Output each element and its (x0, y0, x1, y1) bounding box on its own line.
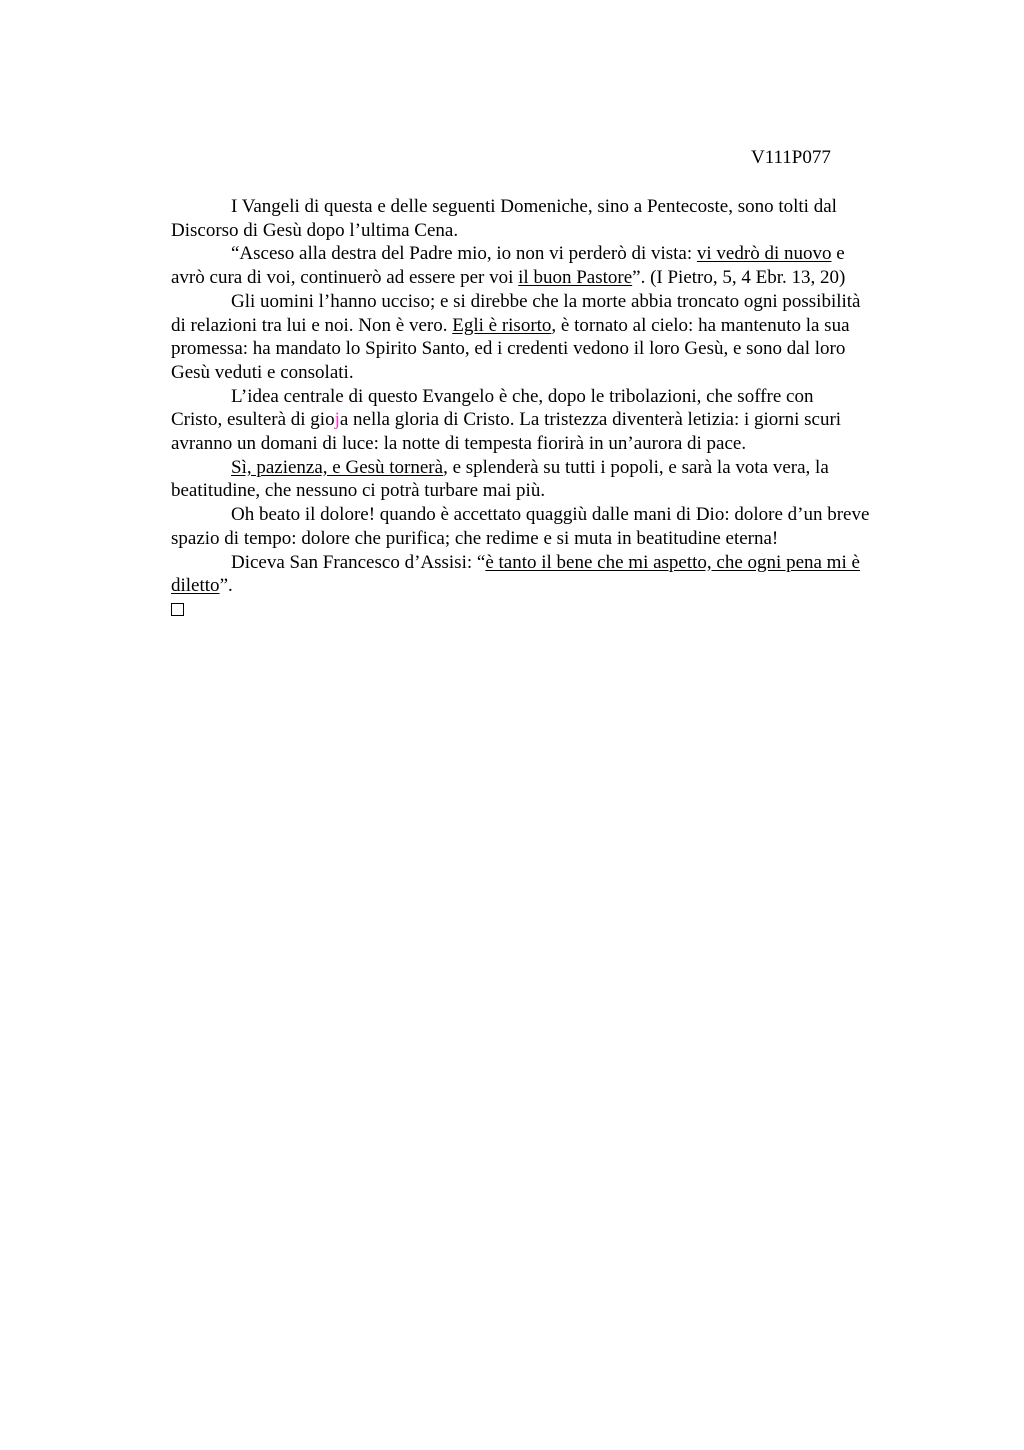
text-line (171, 290, 931, 314)
text-run: “Asceso alla destra del Padre mio, io non vi perderò di vista: (231, 243, 697, 265)
text-run: Diceva San Francesco d’Assisi: “ (231, 551, 486, 573)
text-line (171, 385, 931, 409)
text-line (171, 432, 931, 456)
underlined-text: il buon Pastore (518, 267, 633, 289)
underlined-text: Egli è risorto (452, 314, 552, 336)
text-run: Gli uomini l’hanno ucciso; e si direbbe che la morte abbia troncato ogni possibilità (231, 290, 861, 312)
text-run: Discorso di Gesù dopo l’ultima Cena. (171, 219, 459, 241)
text-line (171, 361, 931, 385)
text-line (171, 527, 931, 551)
text-line (171, 314, 931, 338)
underlined-text: Sì, pazienza, e Gesù tornerà (231, 456, 444, 478)
text-run: di relazioni tra lui e noi. Non è vero. (171, 314, 453, 336)
underlined-text: vi vedrò di nuovo (696, 243, 832, 265)
paragraph (171, 242, 931, 289)
highlighted-text: j (334, 409, 340, 431)
text-line (171, 337, 931, 361)
underlined-text: diletto (171, 575, 220, 597)
paragraph (171, 456, 931, 503)
text-line (171, 551, 931, 575)
text-run: avrò cura di voi, continuerò ad essere per voi (171, 267, 519, 289)
text-run: Cristo, esulterà di gio (171, 409, 335, 431)
text-line (171, 574, 931, 598)
end-of-document-marker (171, 598, 931, 623)
text-run: Oh beato il dolore! quando è accettato quaggiù dalle mani di Dio: dolore d’un breve (231, 504, 870, 526)
text-line (171, 195, 931, 219)
text-line (171, 503, 931, 527)
text-run: e (831, 243, 845, 265)
text-run: beatitudine, che nessuno ci potrà turbare mai più. (171, 480, 546, 502)
document-body (171, 195, 931, 623)
text-run: , è tornato al cielo: ha mantenuto la sua (551, 314, 850, 336)
document-id: V111P077 (751, 147, 831, 168)
text-line (171, 456, 931, 480)
text-run: ”. (219, 575, 233, 597)
paragraph (171, 195, 931, 242)
paragraph (171, 551, 931, 598)
text-line (171, 479, 931, 503)
underlined-text: è tanto il bene che mi aspetto, che ogni pena mi è (485, 551, 860, 573)
text-run: spazio di tempo: dolore che purifica; che redime e si muta in beatitudine eterna! (171, 527, 779, 549)
paragraph (171, 290, 931, 385)
text-line (171, 219, 931, 243)
text-line (171, 242, 931, 266)
paragraph (171, 385, 931, 456)
text-run: , e splenderà su tutti i popoli, e sarà la vota vera, la (443, 456, 829, 478)
text-line (171, 408, 931, 432)
text-line (171, 266, 931, 290)
text-run: I Vangeli di questa e delle seguenti Domeniche, sino a Pentecoste, sono tolti dal (231, 196, 837, 217)
text-run: a nella gloria di Cristo. La tristezza diventerà letizia: i giorni scuri (339, 409, 842, 431)
paragraph (171, 503, 931, 550)
text-run: L’idea centrale di questo Evangelo è che, dopo le tribolazioni, che soffre con (231, 385, 814, 407)
text-run: Gesù veduti e consolati. (171, 361, 354, 383)
text-run: promessa: ha mandato lo Spirito Santo, ed i credenti vedono il loro Gesù, e sono dal loro (171, 338, 846, 360)
text-run: ”. (I Pietro, 5, 4 Ebr. 13, 20) (632, 267, 846, 289)
text-run: avranno un domani di luce: la notte di tempesta fiorirà in un’aurora di pace. (171, 433, 747, 455)
empty-checkbox-icon (171, 603, 184, 616)
